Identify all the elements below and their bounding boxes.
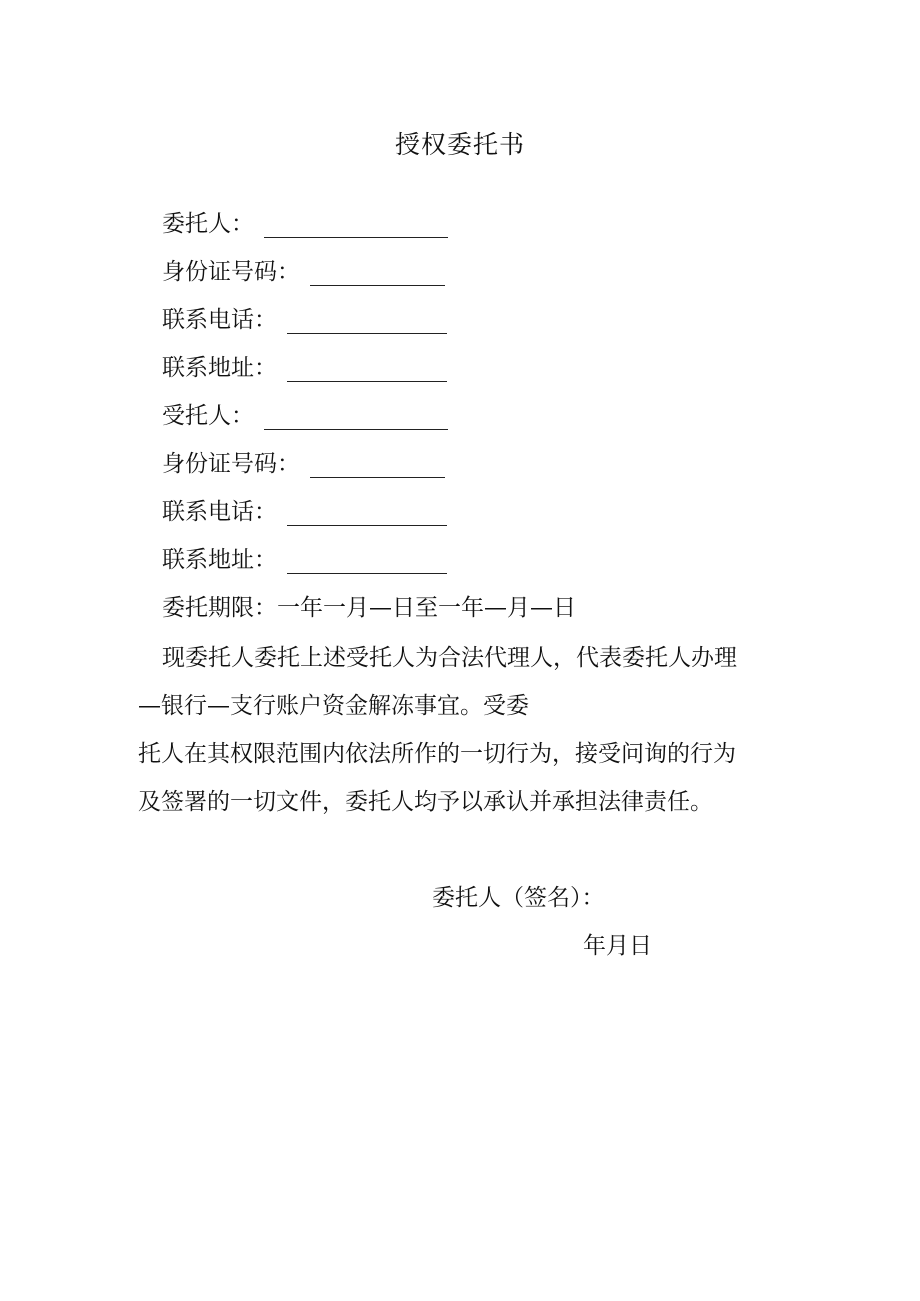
principal-address-blank[interactable] bbox=[287, 380, 447, 382]
principal-phone-blank[interactable] bbox=[287, 332, 447, 334]
principal-name-blank[interactable] bbox=[264, 236, 448, 238]
document-title: 授权委托书 bbox=[394, 130, 525, 159]
principal-address-label: 联系地址： bbox=[162, 355, 277, 381]
principal-id-label: 身份证号码： bbox=[162, 259, 300, 285]
principal-phone-label: 联系电话： bbox=[162, 307, 277, 333]
signature-label: 委托人（签名）： bbox=[432, 885, 605, 911]
principal-id-blank[interactable] bbox=[310, 284, 445, 286]
agent-address-field bbox=[162, 542, 447, 576]
agent-id-blank[interactable] bbox=[310, 476, 445, 478]
agent-id-label: 身份证号码： bbox=[162, 451, 300, 477]
agent-address-blank[interactable] bbox=[287, 572, 447, 574]
agent-name-blank[interactable] bbox=[264, 428, 448, 430]
principal-name-label: 委托人： bbox=[162, 211, 254, 237]
agent-address-label: 联系地址： bbox=[162, 547, 277, 573]
body-line: —银行—支行账户资金解冻事宜。受委 bbox=[138, 693, 529, 719]
date-label: 年月日 bbox=[583, 933, 652, 959]
agent-phone-blank[interactable] bbox=[287, 524, 447, 526]
agent-phone-field bbox=[162, 494, 447, 528]
principal-name-field bbox=[162, 206, 448, 240]
agent-phone-label: 联系电话： bbox=[162, 499, 277, 525]
principal-id-field bbox=[162, 254, 445, 288]
body-line: 及签署的一切文件，委托人均予以承认并承担法律责任。 bbox=[138, 789, 713, 815]
term-line: 委托期限：一年一月—日至一年—月—日 bbox=[162, 595, 576, 621]
agent-name-label: 受托人： bbox=[162, 403, 254, 429]
agent-id-field bbox=[162, 446, 445, 480]
principal-phone-field bbox=[162, 302, 447, 336]
body-line: 现委托人委托上述受托人为合法代理人，代表委托人办理 bbox=[162, 645, 737, 671]
body-line: 托人在其权限范围内依法所作的一切行为，接受问询的行为 bbox=[138, 741, 736, 767]
agent-name-field bbox=[162, 398, 448, 432]
principal-address-field bbox=[162, 350, 447, 384]
